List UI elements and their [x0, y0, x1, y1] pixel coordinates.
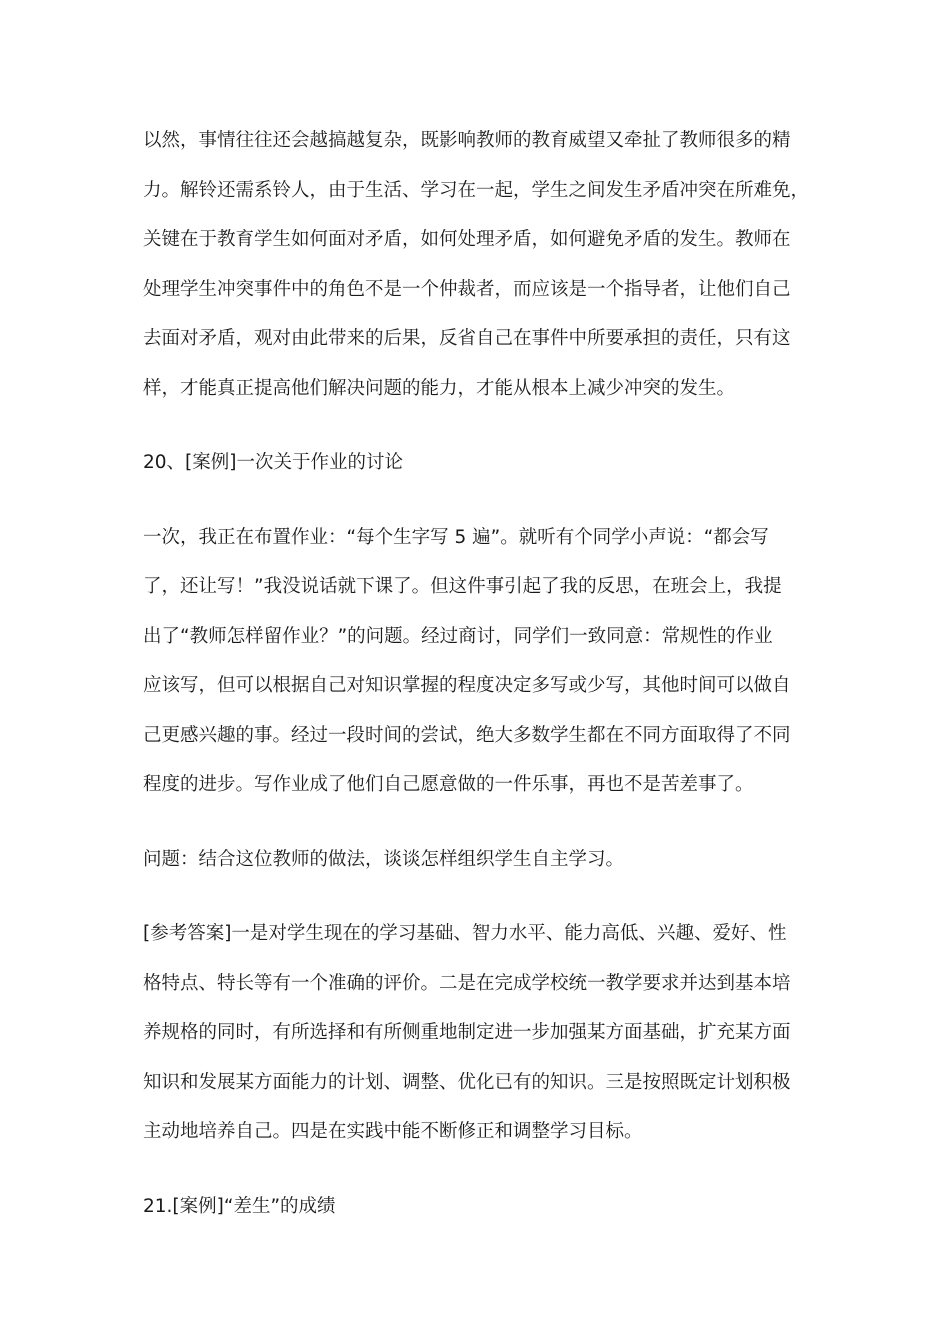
paragraph-reference-answer: [143, 909, 813, 1157]
text-line: 出了“教师怎样留作业？”的问题。经过商讨，同学们一致同意：常规性的作业: [143, 625, 773, 647]
heading-text: 21.[案例]“差生”的成绩: [143, 1195, 336, 1217]
document-body: [143, 116, 813, 1256]
text-line: [参考答案]一是对学生现在的学习基础、智力水平、能力高低、兴趣、爱好、性: [143, 923, 787, 944]
text-line: 关键在于教育学生如何面对矛盾，如何处理矛盾，如何避免矛盾的发生。教师在: [143, 229, 791, 250]
section-heading-21: [143, 1182, 813, 1232]
paragraph-conflict-resolution: [143, 116, 813, 413]
text-line: 格特点、特长等有一个准确的评价。二是在完成学校统一教学要求并达到基本培: [143, 972, 791, 994]
section-heading-20: [143, 438, 813, 488]
text-line: 一次，我正在布置作业：“每个生字写 5 遍”。就听有个同学小声说：“都会写: [143, 526, 769, 548]
text-line: 主动地培养自己。四是在实践中能不断修正和调整学习目标。: [143, 1121, 643, 1142]
text-line: 知识和发展某方面能力的计划、调整、优化已有的知识。三是按照既定计划积极: [143, 1071, 791, 1093]
paragraph-question: [143, 835, 813, 885]
text-line: 以然，事情往往还会越搞越复杂，既影响教师的教育威望又牵扯了教师很多的精: [143, 130, 791, 151]
text-line: 己更感兴趣的事。经过一段时间的尝试，绝大多数学生都在不同方面取得了不同: [143, 724, 791, 746]
text-line: 处理学生冲突事件中的角色不是一个仲裁者，而应该是一个指导者，让他们自己: [143, 278, 791, 300]
text-line: 问题：结合这位教师的做法，谈谈怎样组织学生自主学习。: [143, 848, 625, 870]
heading-text: 20、[案例]一次关于作业的讨论: [143, 452, 403, 473]
paragraph-case-homework: [143, 513, 813, 810]
text-line: 程度的进步。写作业成了他们自己愿意做的一件乐事，再也不是苦差事了。: [143, 774, 754, 795]
text-line: 养规格的同时，有所选择和有所侧重地制定进一步加强某方面基础，扩充某方面: [143, 1022, 791, 1043]
text-line: 去面对矛盾，观对由此带来的后果，反省自己在事件中所要承担的责任，只有这: [143, 328, 791, 349]
text-line: 力。解铃还需系铃人，由于生活、学习在一起，学生之间发生矛盾冲突在所难免，: [143, 179, 810, 201]
text-line: 样，才能真正提高他们解决问题的能力，才能从根本上减少冲突的发生。: [143, 377, 736, 399]
text-line: 应该写，但可以根据自己对知识掌握的程度决定多写或少写，其他时间可以做自: [143, 675, 791, 696]
text-line: 了，还让写！”我没说话就下课了。但这件事引起了我的反思，在班会上，我提: [143, 576, 782, 597]
